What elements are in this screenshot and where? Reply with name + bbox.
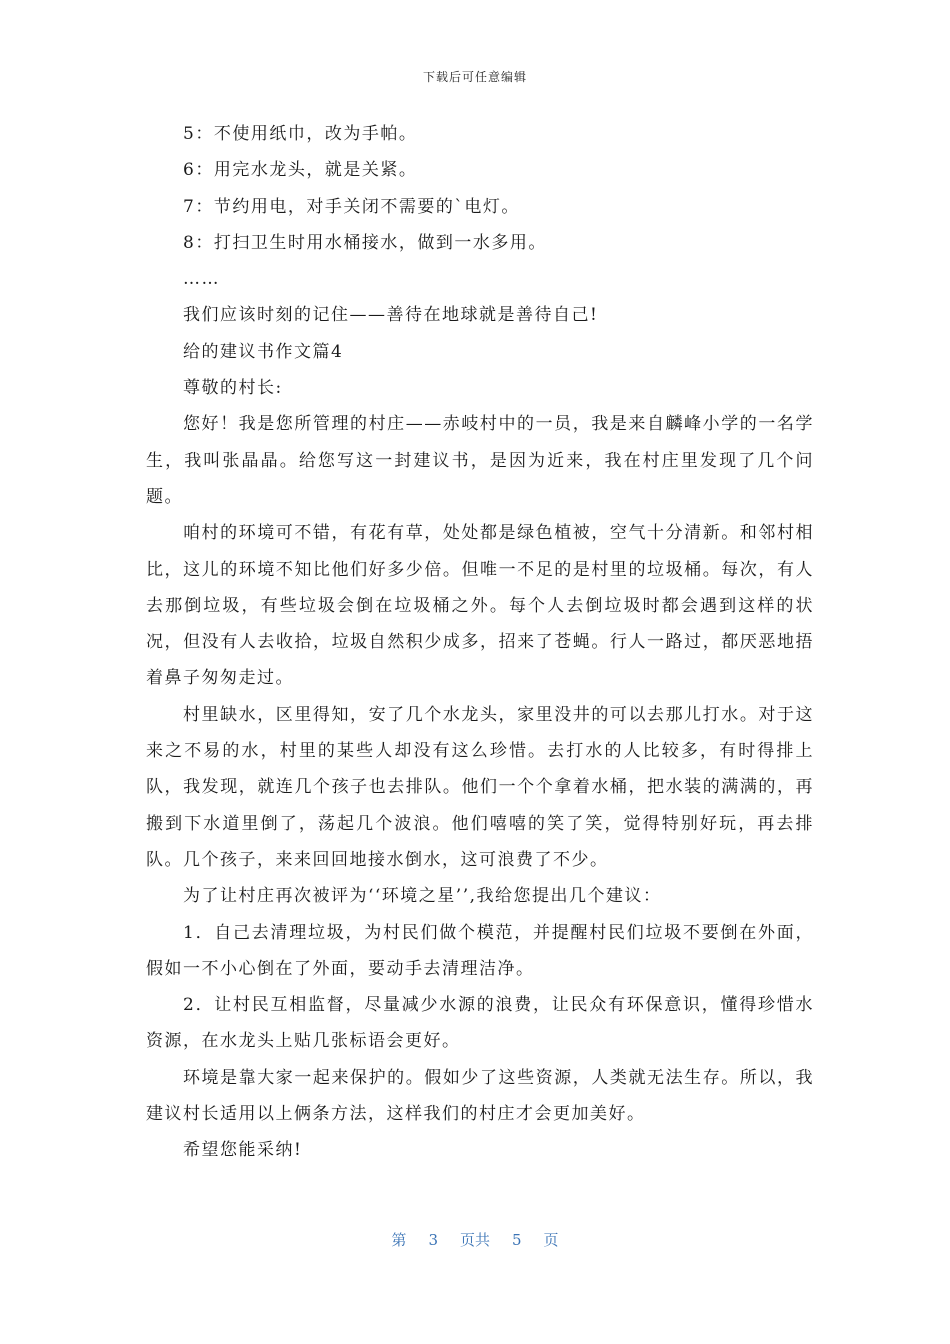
paragraph-environment: 咱村的环境可不错，有花有草，处处都是绿色植被，空气十分清新。和邻村相比，这儿的环境不知比他们好多少倍。但唯一不足的是村里的垃圾桶。每次，有人去那倒垃圾，有些垃圾会倒在垃圾桶之外。每个人去倒垃圾时都会遇到这样的状况，但没有人去收拾，垃圾自然积少成多，招来了苍蝇。行人一路过，都厌恶地捂着鼻子匆匆走过。 xyxy=(146,523,814,689)
page-footer xyxy=(0,1229,950,1250)
list-item-5: 5：不使用纸巾，改为手帕。 xyxy=(183,124,418,144)
list-item-7: 7：节约用电，对手关闭不需要的`电灯。 xyxy=(183,196,520,217)
salutation: 尊敬的村长: xyxy=(183,378,283,399)
paragraph-closing: 希望您能采纳! xyxy=(183,1140,303,1161)
paragraph-conclusion: 环境是靠大家一起来保护的。假如少了这些资源，人类就无法生存。所以，我建议村长适用以上俩条方法，这样我们的村庄才会更加美好。 xyxy=(146,1067,814,1125)
section-title: 给的建议书作文篇4 xyxy=(183,341,344,362)
footer-total-pages: 5 xyxy=(512,1231,522,1249)
paragraph-intro: 您好！我是您所管理的村庄——赤岐村中的一员，我是来自麟峰小学的一名学生，我叫张晶晶。给您写这一封建议书，是因为近来，我在村庄里发现了几个问题。 xyxy=(146,414,814,507)
closing-sentence: 我们应该时刻的记住——善待在地球就是善待自己! xyxy=(183,305,599,326)
document-body xyxy=(146,116,814,1169)
footer-page-number: 3 xyxy=(428,1231,438,1249)
paragraph-suggestion-lead: 为了让村庄再次被评为‘‘环境之星’’,我给您提出几个建议： xyxy=(183,886,662,907)
list-item-6: 6：用完水龙头，就是关紧。 xyxy=(183,160,418,181)
suggestion-1: 1．自己去清理垃圾，为村民们做个模范，并提醒村民们垃圾不要倒在外面，假如一不小心倒在了外面，要动手去清理洁净。 xyxy=(146,922,814,979)
suggestion-2: 2．让村民互相监督，尽量减少水源的浪费，让民众有环保意识，懂得珍惜水资源，在水龙头上贴几张标语会更好。 xyxy=(146,995,814,1052)
list-item-8: 8：打扫卫生时用水桶接水，做到一水多用。 xyxy=(183,232,547,253)
paragraph-water: 村里缺水，区里得知，安了几个水龙头，家里没井的可以去那儿打水。对于这来之不易的水，村里的某些人却没有这么珍惜。去打水的人比较多，有时得排上队，我发现，就连几个孩子也去排队。他们一个个拿着水桶，把水装的满满的，再搬到下水道里倒了，荡起几个波浪。他们嘻嘻的笑了笑，觉得特别好玩，再去排队。几个孩子，来来回回地接水倒水，这可浪费了不少。 xyxy=(146,704,814,870)
footer-page-label: 第 xyxy=(391,1231,407,1249)
ellipsis: …… xyxy=(183,269,220,290)
page-header: 下载后可任意编辑 xyxy=(422,70,527,84)
footer-total-unit: 页 xyxy=(543,1231,559,1249)
footer-page-unit: 页共 xyxy=(459,1231,490,1249)
